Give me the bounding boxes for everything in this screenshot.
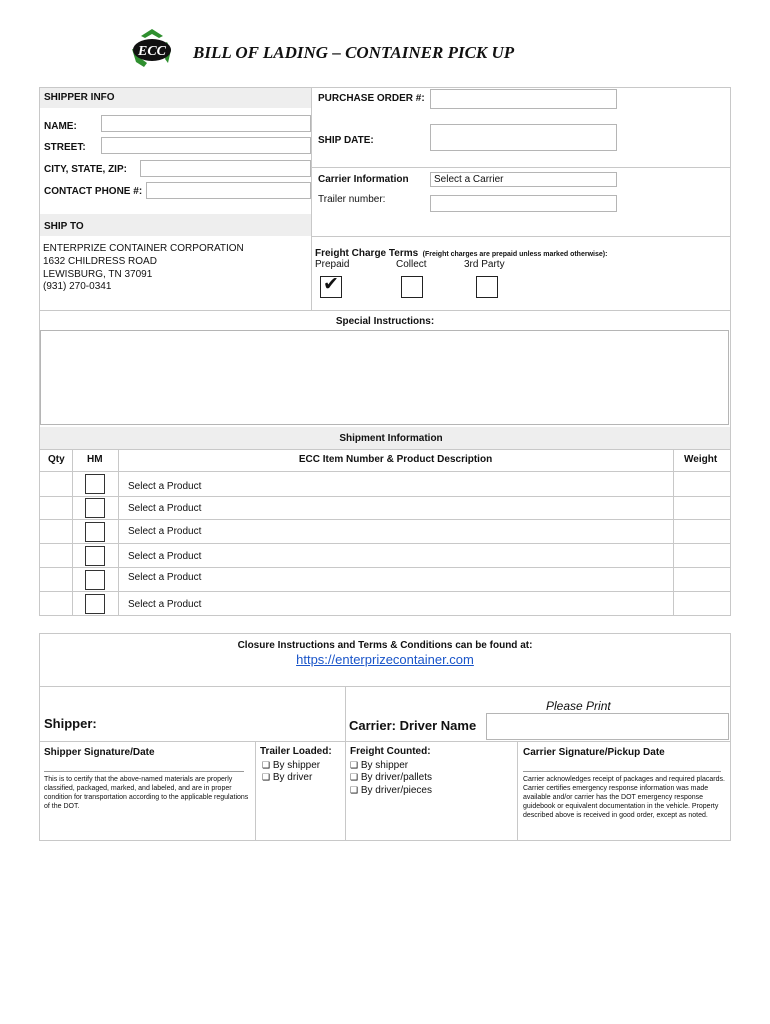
collect-checkbox[interactable] [401, 276, 423, 298]
row-divider [39, 519, 731, 520]
shipper-certify-text: This is to certify that the above-named materials are properly classified, packaged, marked, and labeled, and are in proper condition for transportation according to the applicable regulations of the DOT. [44, 776, 249, 810]
product-select[interactable]: Select a Product [128, 572, 202, 583]
phone-label: CONTACT PHONE #: [44, 186, 143, 197]
product-select[interactable]: Select a Product [128, 599, 202, 610]
product-select[interactable]: Select a Product [128, 503, 202, 514]
shipper-city-input[interactable] [140, 160, 311, 177]
special-divider [39, 310, 731, 311]
row-divider [39, 496, 731, 497]
terms-link[interactable]: https://enterprizecontainer.com [296, 652, 474, 667]
hm-checkbox[interactable] [85, 570, 105, 590]
checkbox-icon: ❑ [350, 772, 359, 782]
prepaid-label: Prepaid [315, 259, 350, 270]
carrier-signature-label: Carrier Signature/Pickup Date [523, 747, 665, 758]
product-select[interactable]: Select a Product [128, 526, 202, 537]
freight-counted-option-label: By driver/pieces [360, 785, 432, 796]
row-divider [39, 567, 731, 568]
qty-header: Qty [48, 454, 65, 465]
shipment-title: Shipment Information [339, 433, 443, 444]
ship-date-input[interactable] [430, 124, 617, 151]
product-select[interactable]: Select a Product [128, 481, 202, 492]
trailer-label: Trailer number: [318, 194, 386, 205]
freight-counted-option-label: By driver/pallets [360, 772, 432, 783]
po-label: PURCHASE ORDER #: [318, 93, 425, 104]
checkmark-icon: ✔ [323, 274, 339, 295]
trailer-input[interactable] [430, 195, 617, 212]
carrier-signature-line[interactable] [523, 771, 721, 772]
ship-to-line: LEWISBURG, TN 37091 [43, 269, 153, 280]
freight-counted-option[interactable] [350, 784, 432, 797]
closure-divider [39, 686, 731, 687]
hm-header: HM [87, 454, 103, 465]
carrier-select-value: Select a Carrier [434, 174, 504, 185]
ship-to-label: SHIP TO [44, 221, 84, 232]
closure-text: Closure Instructions and Terms & Conditions can be found at: [237, 640, 533, 651]
carrier-select[interactable] [430, 172, 617, 187]
carrier-driver-label: Carrier: Driver Name [349, 718, 477, 733]
shipper-signature-line[interactable] [44, 771, 244, 772]
city-label: CITY, STATE, ZIP: [44, 164, 127, 175]
signature-col-divider [517, 741, 518, 841]
ship-date-label: SHIP DATE: [318, 135, 374, 146]
freight-terms-label: Freight Charge Terms [315, 248, 419, 259]
please-print-label: Please Print [546, 699, 611, 713]
shipper-name-input[interactable] [101, 115, 311, 132]
shipper-signature-label: Shipper Signature/Date [44, 747, 155, 758]
checkbox-icon: ❑ [262, 772, 271, 782]
third-party-label: 3rd Party [464, 259, 505, 270]
hm-checkbox[interactable] [85, 498, 105, 518]
carrier-divider [311, 167, 731, 168]
ship-to-line: 1632 CHILDRESS ROAD [43, 256, 157, 267]
hm-checkbox[interactable] [85, 546, 105, 566]
special-instructions-label: Special Instructions: [335, 316, 435, 327]
freight-divider [311, 236, 731, 237]
logo-text: ECC [137, 44, 167, 59]
checkbox-icon: ❑ [350, 785, 359, 795]
description-header: ECC Item Number & Product Description [298, 454, 493, 465]
freight-counted-option-label: By shipper [360, 760, 409, 771]
freight-terms-note: (Freight charges are prepaid unless marked otherwise): [422, 251, 608, 258]
shipper-carrier-divider [345, 686, 346, 841]
company-logo [128, 26, 176, 72]
hm-checkbox[interactable] [85, 594, 105, 614]
row-divider [39, 543, 731, 544]
product-select[interactable]: Select a Product [128, 551, 202, 562]
hm-checkbox[interactable] [85, 474, 105, 494]
third-party-checkbox[interactable] [476, 276, 498, 298]
freight-counted-option[interactable] [350, 771, 432, 784]
po-input[interactable] [430, 89, 617, 109]
freight-counted-label: Freight Counted: [350, 746, 431, 757]
shipper-info-label: SHIPPER INFO [44, 92, 115, 103]
checkbox-icon: ❑ [262, 760, 271, 770]
trailer-loaded-option-label: By driver [272, 772, 313, 783]
signature-divider [39, 741, 731, 742]
collect-label: Collect [396, 259, 427, 270]
shipper-phone-input[interactable] [146, 182, 311, 199]
trailer-loaded-option-label: By shipper [272, 760, 321, 771]
page-title: BILL OF LADING – CONTAINER PICK UP [193, 43, 515, 62]
weight-header: Weight [684, 454, 718, 465]
freight-terms-title [315, 243, 607, 261]
hm-checkbox[interactable] [85, 522, 105, 542]
shipper-street-input[interactable] [101, 137, 311, 154]
row-divider [39, 471, 731, 472]
ship-to-line: (931) 270-0341 [43, 281, 112, 292]
trailer-loaded-option[interactable] [262, 771, 312, 784]
driver-name-input[interactable] [486, 713, 729, 740]
shipper-label: Shipper: [44, 716, 97, 731]
street-label: STREET: [44, 142, 86, 153]
name-label: NAME: [44, 121, 77, 132]
trailer-loaded-label: Trailer Loaded: [260, 746, 332, 757]
carrier-info-label: Carrier Information [318, 174, 409, 185]
ship-to-line: ENTERPRIZE CONTAINER CORPORATION [43, 243, 244, 254]
top-divider [311, 88, 312, 310]
carrier-ack-text: Carrier acknowledges receipt of packages and required placards. Carrier certifies emergency response information was made available and/or carrier has the DOT emergency response guidebook or equivalent documentation in the vehicle. Property described above is received in good order, except as noted. [523, 776, 725, 819]
signature-col-divider [255, 741, 256, 841]
special-instructions-input[interactable] [40, 330, 729, 425]
row-divider [39, 591, 731, 592]
prepaid-checkbox[interactable] [320, 276, 342, 298]
checkbox-icon: ❑ [350, 760, 359, 770]
